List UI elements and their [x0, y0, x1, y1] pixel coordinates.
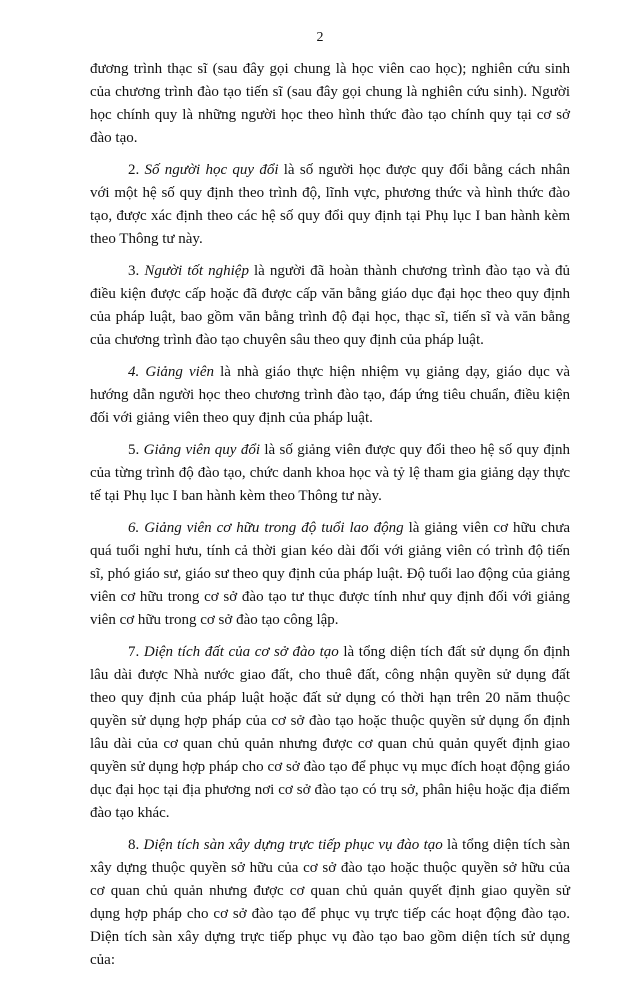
paragraph-definition-8 — [90, 834, 570, 972]
paragraph-prefix: 8. — [128, 837, 144, 853]
paragraph-text: là tổng diện tích sàn xây dựng thuộc quyền sở hữu của cơ sở đào tạo hoặc thuộc quyền sở hữu của cơ quan chủ quản nhưng được cơ quan chủ quản quyết định giao quyền sử dụng hợp pháp cho cơ sở đào tạo để phục vụ trực tiếp các hoạt động đào tạo. Diện tích sàn xây dựng trực tiếp phục vụ đào tạo bao gồm diện tích sử dụng của: — [90, 837, 571, 968]
paragraph-text: đương trình thạc sĩ (sau đây gọi chung là học viên cao học); nghiên cứu sinh của chương trình đào tạo tiến sĩ (sau đây gọi chung là nghiên cứu sinh). Người học chính quy là những người học theo hình thức đào tạo chính quy tại cơ sở đào tạo. — [90, 61, 570, 146]
defined-term: Diện tích đất của cơ sở đào tạo — [143, 644, 339, 660]
document-body — [90, 58, 570, 981]
paragraph-definition-3 — [90, 260, 570, 352]
paragraph-continuation — [90, 58, 570, 150]
paragraph-definition-5 — [90, 439, 570, 508]
paragraph-text: là tổng diện tích đất sử dụng ổn định lâu dài được Nhà nước giao đất, cho thuê đất, công nhận quyền sử dụng đất theo quy định của pháp luật hoặc đất sử dụng có thời hạn trên 20 năm thuộc quyền sử dụng hợp pháp của cơ sở đào tạo hoặc thuộc quyền sử dụng ổn định lâu dài của cơ quan chủ quản nhưng được cơ quan chủ quản quyết định giao quyền sử dụng hợp pháp cho cơ sở đào tạo để phục vụ mục đích hoạt động giáo dục đại học tại địa phương nơi cơ sở đào tạo có trụ sở, phân hiệu hoặc địa điểm đào tạo khác. — [90, 644, 570, 821]
paragraph-definition-6 — [90, 517, 570, 632]
defined-term: 6. Giảng viên cơ hữu trong độ tuổi lao động — [128, 520, 404, 536]
page-number: 2 — [316, 30, 324, 45]
paragraph-text: là giảng viên cơ hữu chưa quá tuổi nghỉ hưu, tính cả thời gian kéo dài đối với giảng viên có trình độ tiến sĩ, phó giáo sư, giáo sư theo quy định của pháp luật. Độ tuổi lao động của giảng viên cơ hữu trong cơ sở đào tạo tư thục được tính như quy định đối với giảng viên cơ hữu trong cơ sở đào tạo công lập. — [90, 520, 570, 628]
defined-term: 4. Giảng viên — [128, 364, 214, 380]
paragraph-prefix: 7. — [128, 644, 144, 660]
paragraph-prefix: 3. — [128, 263, 145, 279]
defined-term: Diện tích sàn xây dựng trực tiếp phục vụ đào tạo — [143, 837, 443, 853]
paragraph-text: là nhà giáo thực hiện nhiệm vụ giảng dạy, giáo dục và hướng dẫn người học theo chương trình đào tạo, đáp ứng tiêu chuẩn, điều kiện đối với giảng viên theo quy định của pháp luật. — [90, 364, 571, 426]
paragraph-definition-7 — [90, 641, 570, 825]
paragraph-text: là số giảng viên được quy đổi theo hệ số quy định của từng trình độ đào tạo, chức danh khoa học và tỷ lệ tham gia giảng dạy thực tế tại Phụ lục I ban hành kèm theo Thông tư này. — [90, 442, 570, 504]
paragraph-definition-2 — [90, 159, 570, 251]
paragraph-prefix: 2. — [128, 162, 145, 178]
defined-term: Số người học quy đổi — [144, 162, 279, 178]
paragraph-definition-4 — [90, 361, 570, 430]
defined-term: Người tốt nghiệp — [144, 263, 249, 279]
paragraph-text: là người đã hoàn thành chương trình đào tạo và đủ điều kiện được cấp hoặc đã được cấp văn bằng giáo dục đại học theo quy định của pháp luật, bao gồm văn bằng trình độ đại học, thạc sĩ, tiến sĩ và văn bằng của chương trình đào tạo chuyên sâu theo quy định của pháp luật. — [90, 263, 570, 348]
paragraph-text: là số người học được quy đổi bằng cách nhân với một hệ số quy định theo trình độ, lĩnh vực, phương thức và hình thức đào tạo, được xác định theo các hệ số quy đổi quy định tại Phụ lục I ban hành kèm theo Thông tư này. — [90, 162, 570, 247]
defined-term: Giảng viên quy đổi — [143, 442, 260, 458]
paragraph-prefix: 5. — [128, 442, 144, 458]
